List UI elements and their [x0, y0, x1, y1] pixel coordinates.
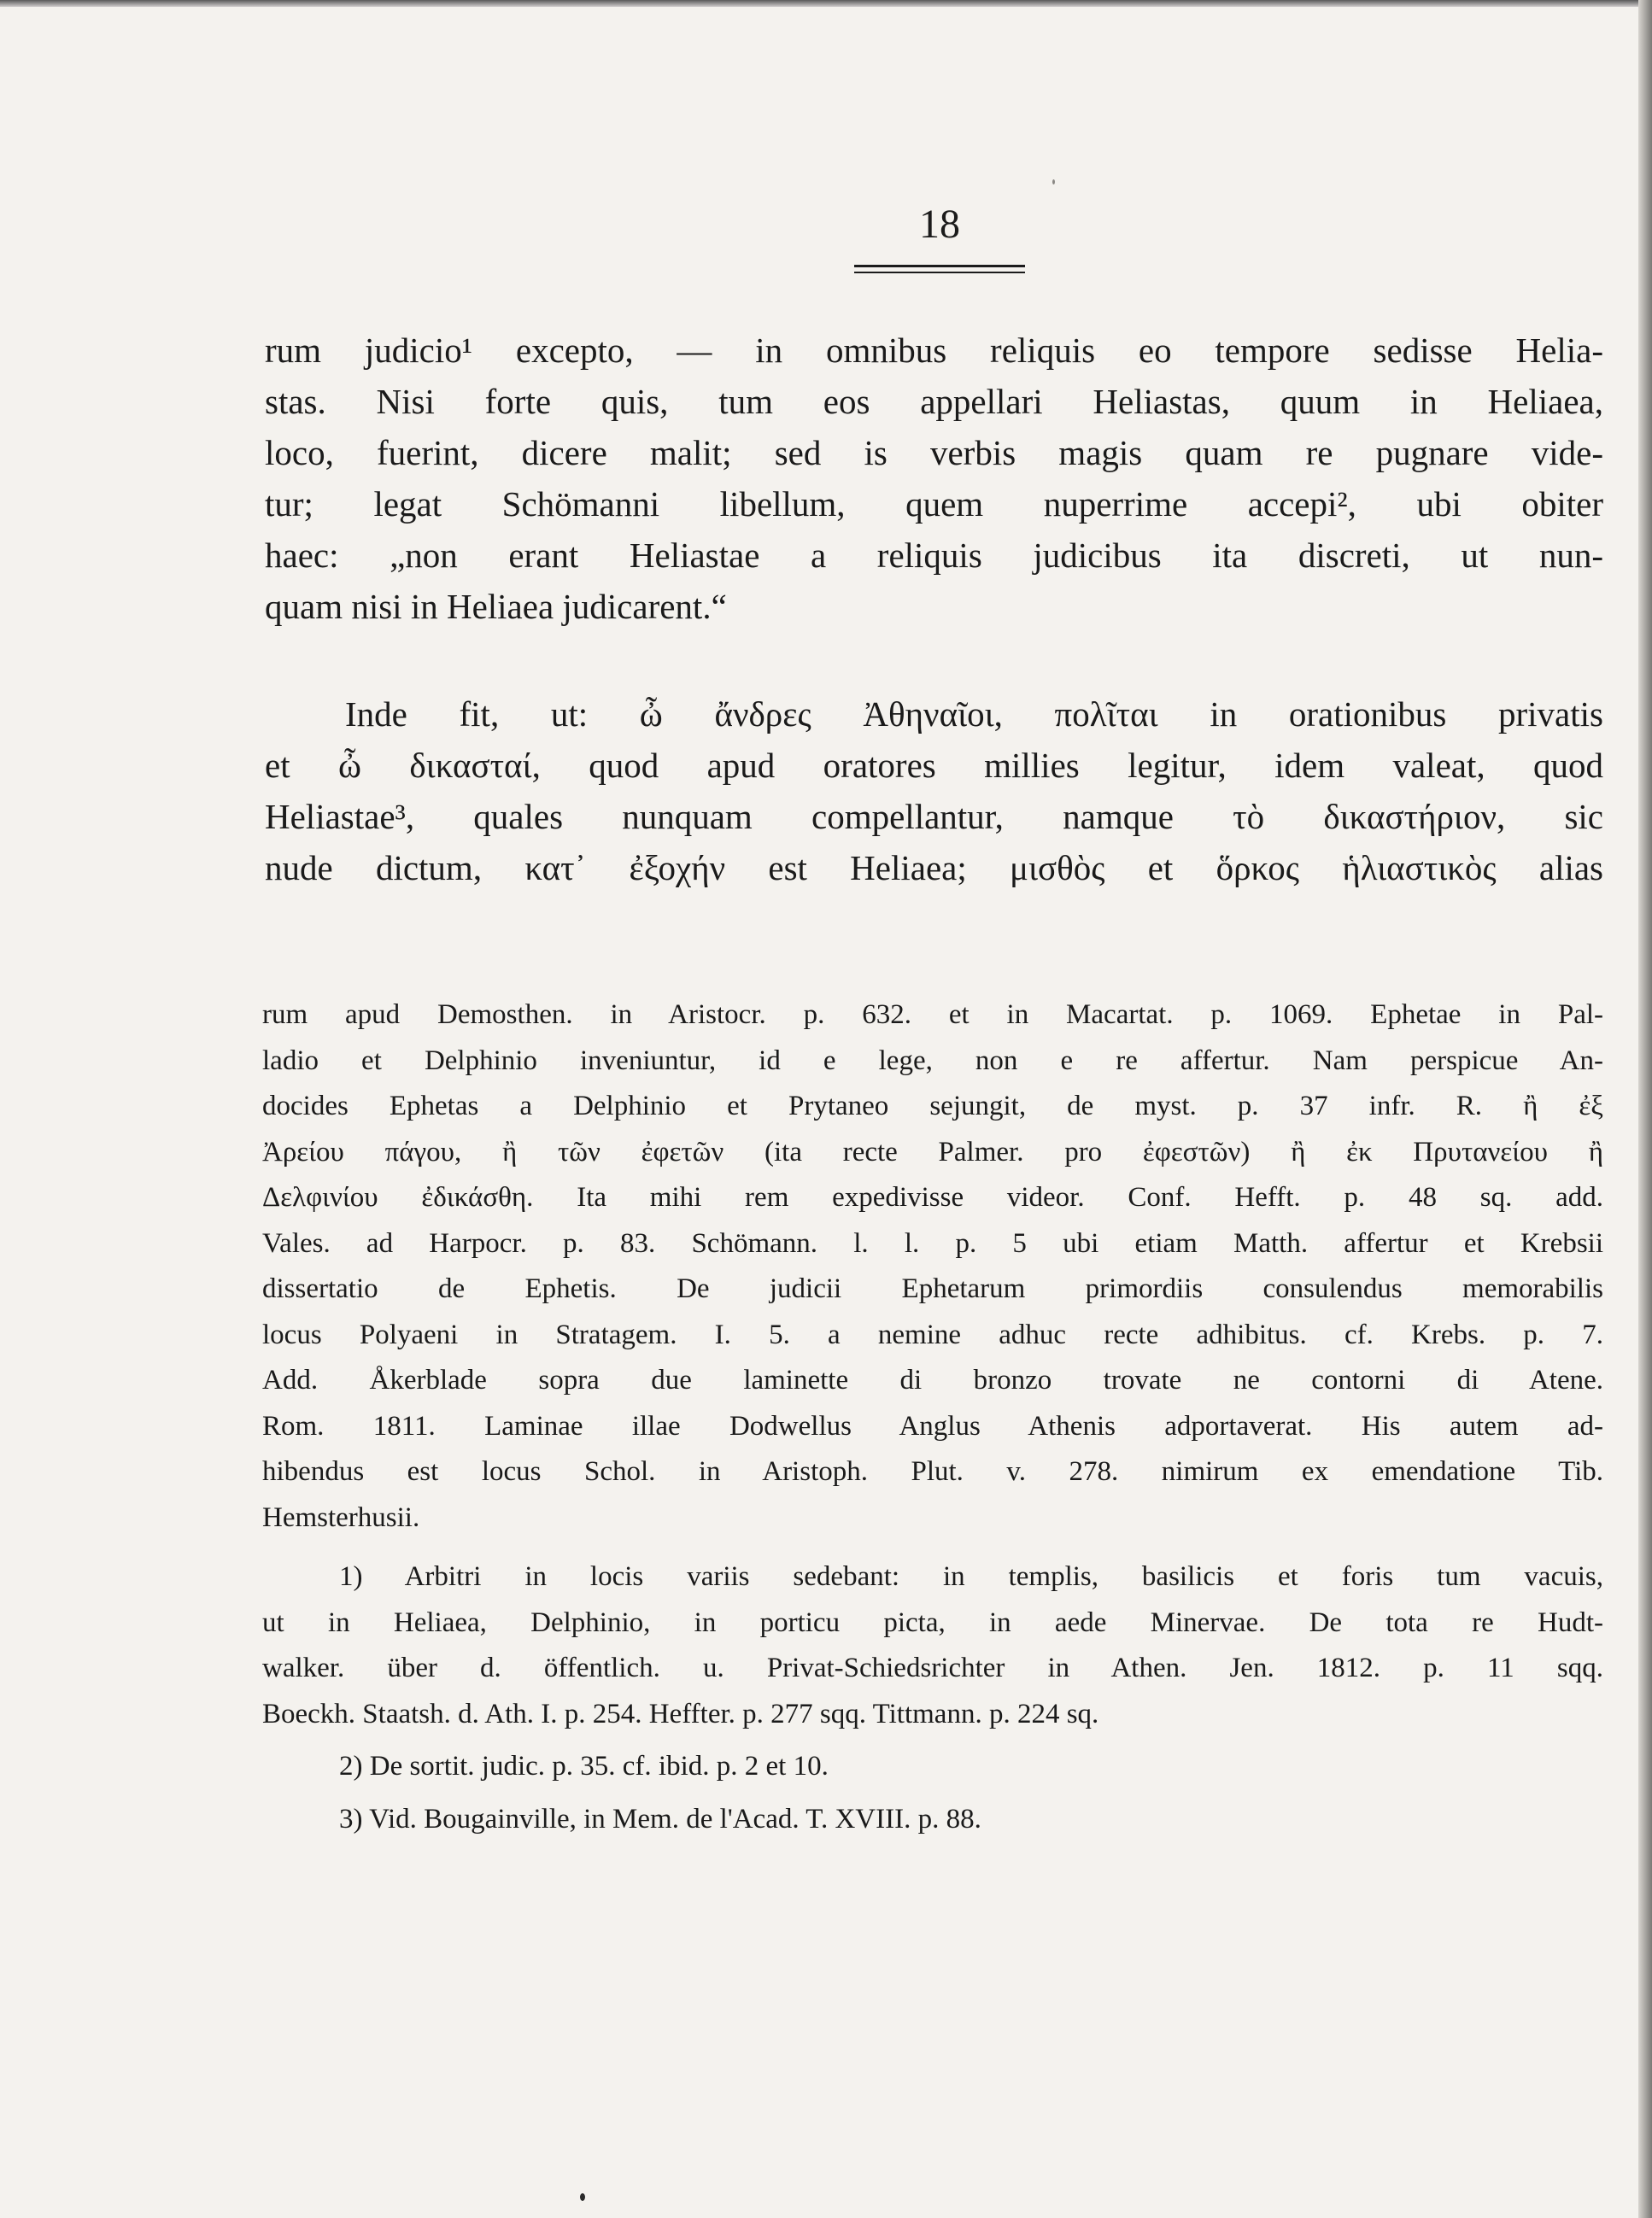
scan-speck — [580, 2193, 585, 2201]
header-rule — [854, 265, 1025, 267]
text-line: loco, fuerint, dicere malit; sed is verbis magis quam re pugnare vide- — [265, 433, 1603, 472]
text-line: quam nisi in Heliaea judicarent.“ — [265, 587, 727, 626]
header-rule-thin — [854, 272, 1025, 273]
note-line: Ἀρείου πάγου, ἢ τῶν ἐφετῶν (ita recte Palmer. pro ἐφεστῶν) ἢ ἐκ Πρυτανείου ἢ — [262, 1136, 1603, 1168]
paragraph-2 — [265, 688, 1603, 893]
note-line: hibendus est locus Schol. in Aristoph. Plut. v. 278. nimirum ex emendatione Tib. — [262, 1456, 1603, 1487]
note-line: docides Ephetas a Delphinio et Prytaneo sejungit, de myst. p. 37 infr. R. ἢ ἐξ — [262, 1091, 1603, 1121]
page-top-edge-shadow — [0, 0, 1652, 7]
text-line: nude dictum, κατ᾽ ἐξοχήν est Heliaea; μισθὸς et ὅρκος ἡλιαστικὸς alias — [265, 848, 1603, 887]
note-line: Add. Åkerblade sopra due laminette di bronzo trovate ne contorni di Atene. — [262, 1365, 1603, 1396]
page-number: 18 — [919, 202, 960, 247]
text-line: stas. Nisi forte quis, tum eos appellari Heliastas, quum in Heliaea, — [265, 382, 1603, 421]
scan-speck — [1052, 179, 1055, 184]
paragraph-1 — [265, 325, 1603, 632]
footnote-line: 2) De sortit. judic. p. 35. cf. ibid. p. 2 et 10. — [339, 1751, 829, 1782]
footnote-1 — [262, 1554, 1603, 1737]
note-line: dissertatio de Ephetis. De judicii Ephetarum primordiis consulendus memorabilis — [262, 1273, 1603, 1304]
note-line: Δελφινίου ἐδικάσθη. Ita mihi rem expedivisse videor. Conf. Hefft. p. 48 sq. add. — [262, 1182, 1603, 1213]
text-line: Inde fit, ut: ὦ ἄνδρες Ἀθηναῖοι, πολῖται in orationibus privatis — [345, 694, 1603, 734]
continued-note — [262, 992, 1603, 1541]
footnote-line: walker. über d. öffentlich. u. Privat-Schiedsrichter in Athen. Jen. 1812. p. 11 sqq. — [262, 1653, 1603, 1683]
note-line: locus Polyaeni in Stratagem. I. 5. a nemine adhuc recte adhibitus. cf. Krebs. p. 7. — [262, 1319, 1603, 1350]
page-right-edge-shadow — [1638, 0, 1652, 2218]
footnote-line: 1) Arbitri in locis variis sedebant: in templis, basilicis et foris tum vacuis, — [339, 1561, 1603, 1592]
text-line: tur; legat Schömanni libellum, quem nuperrime accepi², ubi obiter — [265, 484, 1603, 524]
footnote-2 — [262, 1744, 1603, 1790]
note-line: Hemsterhusii. — [262, 1501, 420, 1533]
text-line: et ὦ δικασταί, quod apud oratores millies legitur, idem valeat, quod — [265, 746, 1603, 785]
note-line: rum apud Demosthen. in Aristocr. p. 632. et in Macartat. p. 1069. Ephetae in Pal- — [262, 999, 1603, 1030]
footnote-line: 3) Vid. Bougainville, in Mem. de l'Acad. T. XVIII. p. 88. — [339, 1803, 981, 1835]
footnote-3 — [262, 1797, 1603, 1843]
note-line: Vales. ad Harpocr. p. 83. Schömann. l. l. p. 5 ubi etiam Matth. affertur et Krebsii — [262, 1227, 1603, 1259]
notes-block — [262, 992, 1603, 1842]
text-line: haec: „non erant Heliastae a reliquis judicibus ita discreti, ut nun- — [265, 535, 1603, 575]
note-line: ladio et Delphinio inveniuntur, id e lege, non e re affertur. Nam perspicue An- — [262, 1045, 1603, 1076]
footnote-line: ut in Heliaea, Delphinio, in porticu picta, in aede Minervae. De tota re Hudt- — [262, 1606, 1603, 1638]
text-line: Heliastae³, quales nunquam compellantur, namque τὸ δικαστήριον, sic — [265, 797, 1603, 836]
text-line: rum judicio¹ excepto, — in omnibus reliquis eo tempore sedisse Helia- — [265, 331, 1603, 370]
note-line: Rom. 1811. Laminae illae Dodwellus Anglus Athenis adportaverat. His autem ad- — [262, 1410, 1603, 1442]
footnote-line: Boeckh. Staatsh. d. Ath. I. p. 254. Heffter. p. 277 sqq. Tittmann. p. 224 sq. — [262, 1698, 1099, 1729]
